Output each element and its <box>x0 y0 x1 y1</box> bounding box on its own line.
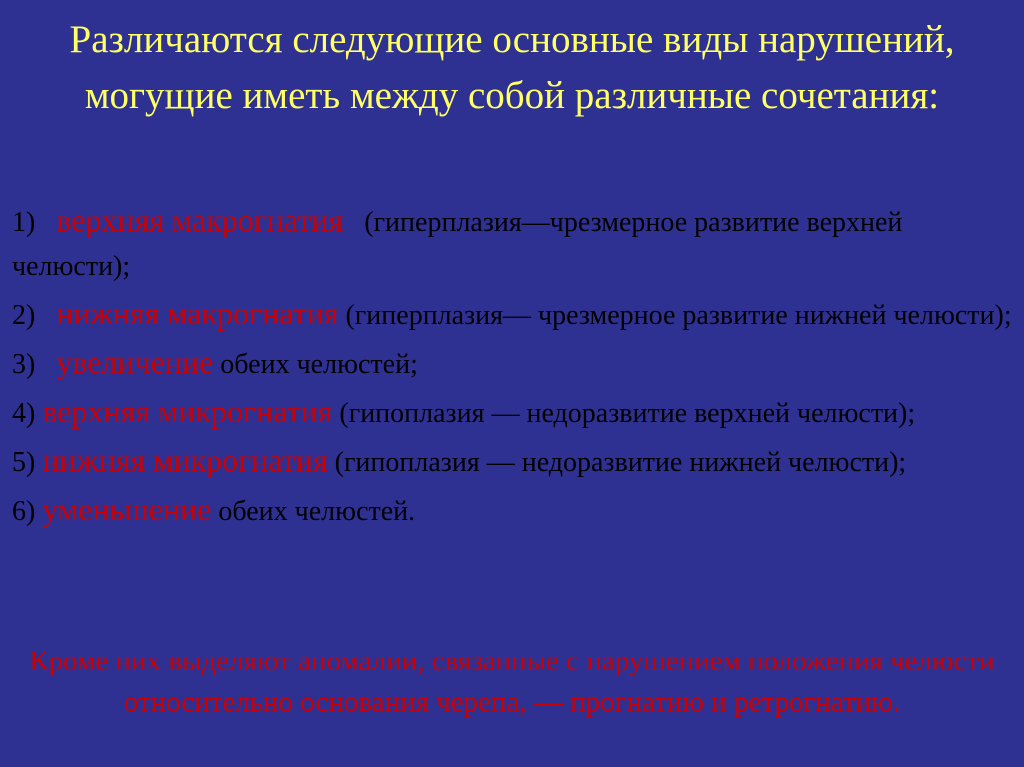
list-item <box>12 438 1012 485</box>
item-description: (гипоплазия — недоразвитие верхней челюсти); <box>332 398 916 429</box>
item-description: (гипоплазия — недоразвитие нижней челюсти); <box>327 447 907 478</box>
list-item <box>12 487 1012 534</box>
item-number: 6) <box>12 496 43 527</box>
item-number: 3) <box>12 349 57 380</box>
item-number: 4) <box>12 398 43 429</box>
item-term: верхняя макрогнатия <box>56 202 344 238</box>
list-item <box>12 340 1012 387</box>
item-term: нижняя макрогнатия <box>56 295 339 331</box>
item-description: обеих челюстей; <box>213 349 418 380</box>
conclusion-text: Кроме них выделяют аномалии, связанные с нарушением положения челюсти относительно основания черепа, — прогнатию и ретрогнатию. <box>29 645 995 718</box>
list-item <box>12 198 1012 289</box>
item-description: (гиперплазия— чрезмерное развитие нижней челюсти); <box>338 300 1012 331</box>
item-number: 1) <box>12 207 57 238</box>
item-description: обеих челюстей. <box>211 496 416 527</box>
slide-title: Различаются следующие основные виды нарушений, могущие иметь между собой различные сочетания: <box>69 18 955 117</box>
item-description: (гиперплазия—чрезмерное развитие верхней челюсти); <box>12 207 910 282</box>
list-item <box>12 389 1012 436</box>
item-number: 5) <box>12 447 43 478</box>
item-term: верхняя микрогнатия <box>42 393 333 429</box>
item-term: уменьшение <box>42 491 212 527</box>
item-number: 2) <box>12 300 57 331</box>
item-term: нижняя микрогнатия <box>42 442 328 478</box>
item-term: увеличение <box>56 344 214 380</box>
item-list <box>12 198 1012 536</box>
list-item <box>12 291 1012 338</box>
